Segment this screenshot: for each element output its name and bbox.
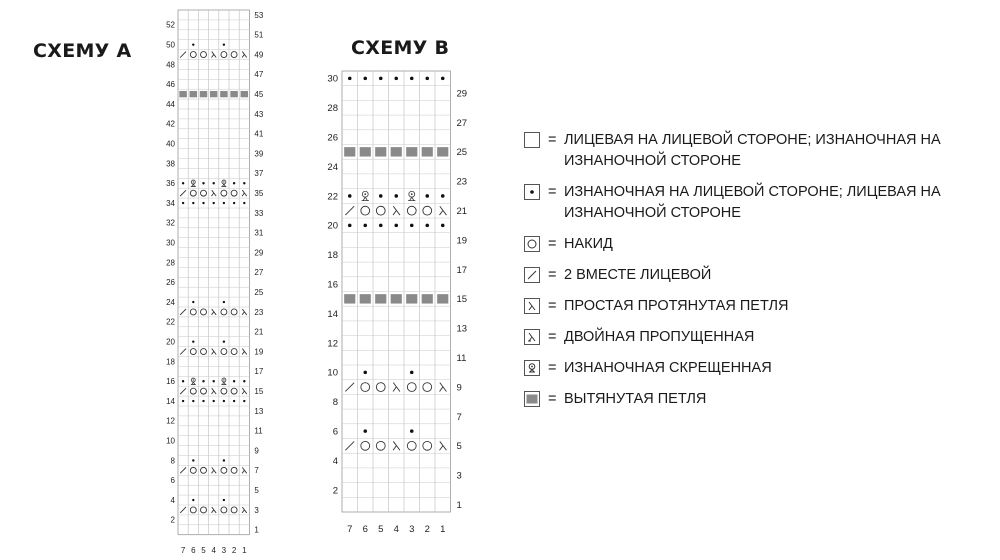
chart-a-row-label: 26: [166, 278, 175, 288]
chart-a-row-label: 33: [254, 208, 264, 218]
chart-b-row25-elongated-fill: [360, 147, 371, 156]
chart-a-row-label: 15: [254, 386, 264, 396]
legend-item-purl-tbl: = ИЗНАНОЧНАЯ СКРЕЩЕННАЯ: [524, 358, 994, 379]
chart-a-row-label: 36: [166, 179, 175, 189]
chart-b-row-label: 9: [456, 382, 462, 394]
chart-b-row10-purl-dot: [410, 371, 414, 375]
legend-text: ЛИЦЕВАЯ НА ЛИЦЕВОЙ СТОРОНЕ; ИЗНАНОЧНАЯ НА ИЗНАНОЧНОЙ СТОРОНЕ: [564, 132, 941, 169]
chart-b-col-label: 3: [409, 524, 415, 535]
chart-b-row30-purl-dot: [348, 77, 352, 81]
chart-b-row22-twisted-purl-dot: [411, 193, 413, 195]
chart-a-row-label: 37: [254, 169, 264, 179]
chart-b-row-label: 18: [327, 250, 338, 262]
chart-a-row-label: 52: [166, 20, 175, 30]
chart-b-row-label: 21: [456, 205, 468, 217]
chart-b-row-label: 19: [456, 235, 468, 247]
chart-b-row-label: 29: [456, 88, 468, 100]
chart-a-row-label: 6: [170, 476, 175, 486]
chart-b-row30-purl-dot: [441, 77, 445, 81]
chart-b-row22-purl-dot: [379, 194, 383, 198]
chart-a-row-label: 34: [166, 198, 175, 208]
chart-a-row-label: 9: [254, 446, 259, 456]
chart-b-col-label: 6: [362, 524, 368, 535]
legend-text: ПРОСТАЯ ПРОТЯНУТАЯ ПЕТЛЯ: [564, 298, 789, 314]
knit-square-icon: [524, 132, 540, 148]
chart-a-row-label: 44: [166, 99, 175, 109]
chart-b-row-label: 13: [456, 323, 468, 335]
chart-b-row20-purl-dot: [425, 224, 429, 228]
chart-a-row-label: 11: [254, 426, 263, 436]
chart-a-row-label: 32: [166, 218, 175, 228]
chart-a-row-label: 41: [254, 129, 264, 139]
chart-b-row15-elongated-fill: [422, 294, 433, 303]
yarn-over-icon: [524, 236, 540, 252]
chart-a-row-label: 1: [254, 525, 259, 535]
chart-b-row-label: 15: [456, 294, 468, 306]
chart-a-row-label: 14: [166, 396, 175, 406]
chart-b-row-label: 1: [456, 499, 462, 511]
chart-a-row-label: 50: [166, 40, 175, 50]
chart-b-row-label: 16: [327, 279, 338, 291]
chart-b-row30-purl-dot: [410, 77, 414, 81]
chart-b-row-label: 20: [327, 220, 338, 232]
chart-b-row30-purl-dot: [394, 77, 398, 81]
chart-b-row-label: 30: [327, 73, 338, 85]
chart-b-row25-elongated-fill: [391, 147, 402, 156]
legend-item-skp: = ПРОСТАЯ ПРОТЯНУТАЯ ПЕТЛЯ: [524, 296, 994, 317]
elongated-stitch-icon: [524, 391, 540, 407]
legend-text: ДВОЙНАЯ ПРОПУЩЕННАЯ: [564, 329, 755, 345]
chart-b-row22-purl-dot: [348, 194, 352, 198]
chart-a-row-label: 10: [166, 436, 175, 446]
chart-b-col-label: 1: [440, 524, 446, 535]
chart-a-row-label: 38: [166, 159, 175, 169]
chart-b-col-label: 2: [424, 524, 430, 535]
chart-a-row-label: 7: [254, 466, 259, 476]
chart-b-row-label: 8: [332, 397, 338, 409]
chart-a-col-label: 3: [221, 546, 227, 555]
purl-dot-icon: [524, 184, 540, 200]
chart-b-row25-elongated-fill: [344, 147, 355, 156]
chart-b-row20-purl-dot: [363, 224, 367, 228]
legend-item-double-skp: = ДВОЙНАЯ ПРОПУЩЕННАЯ: [524, 327, 994, 348]
chart-b-row-label: 2: [332, 485, 338, 497]
chart-b-row-label: 10: [327, 367, 338, 379]
chart-b-row-label: 4: [332, 455, 338, 467]
legend-text: ИЗНАНОЧНАЯ НА ЛИЦЕВОЙ СТОРОНЕ; ЛИЦЕВАЯ НА ИЗНАНОЧНОЙ СТОРОНЕ: [564, 184, 941, 221]
legend-text: 2 ВМЕСТЕ ЛИЦЕВОЙ: [564, 267, 712, 283]
chart-a-row-label: 29: [254, 248, 264, 258]
chart-b-row20-purl-dot: [394, 224, 398, 228]
twisted-purl-icon: [524, 360, 540, 376]
chart-a-row-label: 21: [254, 327, 264, 337]
chart-b-row-label: 14: [327, 308, 338, 320]
chart-b-row-label: 23: [456, 176, 468, 188]
chart-b-row22-purl-dot: [441, 194, 445, 198]
chart-a-row-label: 5: [254, 485, 259, 495]
double-decrease-icon: [524, 329, 540, 345]
chart-a-title: СХЕМУ А: [33, 40, 132, 62]
chart-b-row-label: 7: [456, 411, 462, 423]
chart-b-row-label: 3: [456, 470, 462, 482]
chart-b-row30-purl-dot: [379, 77, 383, 81]
chart-a-row-label: 12: [166, 416, 175, 426]
chart-b-row15-elongated-fill: [406, 294, 417, 303]
legend-item-elongated: = ВЫТЯНУТАЯ ПЕТЛЯ: [524, 389, 994, 410]
chart-a-row-label: 45: [254, 89, 264, 99]
chart-a-row-label: 3: [254, 505, 259, 515]
chart-a-col-label: 4: [211, 546, 216, 555]
chart-a-col-label: 6: [191, 546, 196, 555]
chart-b-col-label: 5: [378, 524, 384, 535]
chart-a-row-label: 17: [254, 367, 264, 377]
chart-a-row-label: 42: [166, 119, 175, 129]
legend: [524, 130, 994, 410]
chart-a-row-label: 22: [166, 317, 175, 327]
chart-b-row15-elongated-fill: [344, 294, 355, 303]
chart-b-row25-elongated-fill: [375, 147, 386, 156]
chart-b-row6-purl-dot: [410, 429, 414, 433]
chart-b-row20-purl-dot: [379, 224, 383, 228]
chart-b-row15-elongated-fill: [391, 294, 402, 303]
chart-a-row-label: 19: [254, 347, 264, 357]
chart-b-row-label: 22: [327, 191, 338, 203]
chart-a-col-label: 1: [242, 546, 247, 555]
chart-a-row-label: 13: [254, 406, 264, 416]
chart-b-row20-purl-dot: [348, 224, 352, 228]
slip-knit-pass-icon: [524, 298, 540, 314]
chart-a-col-label: 2: [231, 546, 237, 555]
legend-item-yo: = НАКИД: [524, 234, 994, 255]
chart-b-row-label: 25: [456, 147, 468, 159]
chart-a-row-label: 20: [166, 337, 175, 347]
chart-b-row30-purl-dot: [425, 77, 429, 81]
chart-b-row-label: 5: [456, 441, 462, 453]
chart-a-row-label: 43: [254, 109, 264, 119]
chart-a-row-label: 51: [254, 30, 264, 40]
chart-b-row-label: 26: [327, 132, 338, 144]
chart-a-row-label: 27: [254, 268, 264, 278]
chart-a-row-label: 4: [170, 495, 175, 505]
chart-b-row15-elongated-fill: [437, 294, 448, 303]
chart-b-row-label: 28: [327, 103, 338, 115]
chart-a-row-label: 8: [170, 456, 175, 466]
chart-b-row15-elongated-fill: [360, 294, 371, 303]
chart-b-row22-purl-dot: [425, 194, 429, 198]
chart-b-row10-purl-dot: [363, 371, 367, 375]
chart-b-row22-twisted-purl-dot: [364, 193, 366, 195]
chart-a-row-label: 31: [254, 228, 264, 238]
chart-b-row25-elongated-fill: [437, 147, 448, 156]
chart-a-row-label: 28: [166, 258, 175, 268]
chart-b-row15-elongated-fill: [375, 294, 386, 303]
legend-text: ИЗНАНОЧНАЯ СКРЕЩЕННАЯ: [564, 360, 772, 376]
chart-b-row-label: 24: [327, 161, 338, 173]
chart-b-group: [327, 71, 467, 535]
chart-a-row-label: 40: [166, 139, 175, 149]
chart-b-row-label: 6: [332, 426, 338, 438]
chart-a-row-label: 49: [254, 50, 264, 60]
legend-text: ВЫТЯНУТАЯ ПЕТЛЯ: [564, 391, 707, 407]
chart-a-row-label: 30: [166, 238, 175, 248]
chart-a-row-label: 24: [166, 297, 175, 307]
chart-a-row-label: 48: [166, 60, 175, 70]
legend-text: НАКИД: [564, 236, 613, 252]
chart-b-col-label: 4: [393, 524, 399, 535]
chart-a-row-label: 18: [166, 357, 175, 367]
chart-b-row-label: 17: [456, 264, 468, 276]
chart-b-row-label: 12: [327, 338, 338, 350]
chart-a-row-label: 35: [254, 188, 264, 198]
chart-a-row-label: 25: [254, 287, 264, 297]
chart-a-row-label: 2: [170, 515, 175, 525]
chart-b-row20-purl-dot: [410, 224, 414, 228]
chart-b-row25-elongated-fill: [406, 147, 417, 156]
chart-b-row25-elongated-fill: [422, 147, 433, 156]
chart-b-col-label: 7: [347, 524, 353, 535]
chart-a-row-label: 16: [166, 377, 175, 387]
chart-a-col-label: 5: [201, 546, 206, 555]
chart-a-row-label: 46: [166, 80, 175, 90]
chart-a-row-label: 47: [254, 70, 264, 80]
chart-b-title: СХЕМУ В: [351, 37, 450, 59]
legend-item-purl: = ИЗНАНОЧНАЯ НА ЛИЦЕВОЙ СТОРОНЕ; ЛИЦЕВАЯ НА ИЗНАНОЧНОЙ СТОРОНЕ: [524, 182, 994, 224]
chart-b-row-label: 27: [456, 117, 468, 129]
chart-b-row-label: 11: [456, 352, 467, 364]
chart-a-row-label: 23: [254, 307, 264, 317]
chart-b-row20-purl-dot: [441, 224, 445, 228]
chart-a-row-label: 53: [254, 10, 264, 20]
legend-item-knit: = ЛИЦЕВАЯ НА ЛИЦЕВОЙ СТОРОНЕ; ИЗНАНОЧНАЯ НА ИЗНАНОЧНОЙ СТОРОНЕ: [524, 130, 994, 172]
chart-b-row30-purl-dot: [363, 77, 367, 81]
chart-b-row6-purl-dot: [363, 429, 367, 433]
chart-a-col-label: 7: [180, 546, 186, 555]
chart-b-row22-purl-dot: [394, 194, 398, 198]
chart-a-row-label: 39: [254, 149, 264, 159]
legend-item-k2tog: = 2 ВМЕСТЕ ЛИЦЕВОЙ: [524, 265, 994, 286]
knit-two-together-icon: [524, 267, 540, 283]
